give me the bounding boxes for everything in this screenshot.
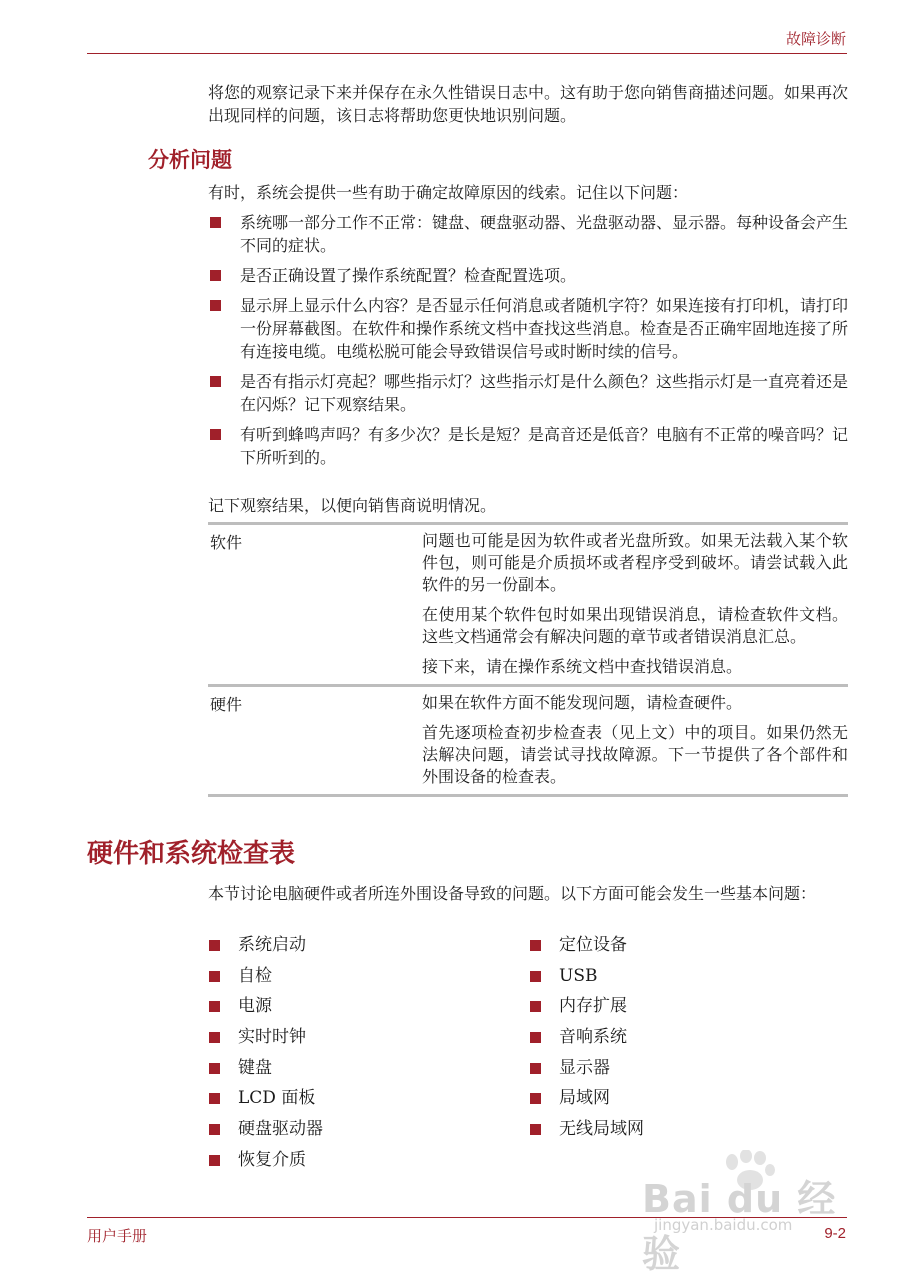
square-bullet-icon xyxy=(530,1093,541,1104)
square-bullet-icon xyxy=(209,1093,220,1104)
list-item xyxy=(208,1118,323,1149)
list-item xyxy=(529,995,644,1026)
list-item xyxy=(529,1087,644,1118)
square-bullet-icon xyxy=(209,1032,220,1043)
header-divider xyxy=(87,53,847,54)
bullet-text: 有听到蜂鸣声吗？有多少次？是长是短？是高音还是低音？电脑有不正常的噪音吗？记下所听到的。 xyxy=(240,425,849,467)
row-category: 软件 xyxy=(210,533,243,552)
square-bullet-icon xyxy=(210,376,221,387)
checklist-item-label: USB xyxy=(559,965,598,986)
square-bullet-icon xyxy=(530,1032,541,1043)
square-bullet-icon xyxy=(209,971,220,982)
list-item xyxy=(529,1026,644,1057)
footer-divider xyxy=(87,1217,847,1218)
list-item xyxy=(208,211,848,257)
checklist-intro: 本节讨论电脑硬件或者所连外围设备导致的问题。以下方面可能会发生一些基本问题： xyxy=(208,884,817,903)
bullet-text: 系统哪一部分工作不正常：键盘、硬盘驱动器、光盘驱动器、显示器。每种设备会产生不同的症状。 xyxy=(240,213,849,255)
list-item xyxy=(208,1057,323,1088)
running-header-title: 故障诊断 xyxy=(785,30,846,48)
checklist-item-label: 音响系统 xyxy=(559,1027,627,1048)
square-bullet-icon xyxy=(530,971,541,982)
description-paragraph: 接下来，请在操作系统文档中查找错误消息。 xyxy=(422,657,743,676)
checklist-item-label: 电源 xyxy=(238,996,272,1017)
list-item xyxy=(529,1057,644,1088)
square-bullet-icon xyxy=(210,300,221,311)
page-number: 9-2 xyxy=(824,1225,846,1242)
square-bullet-icon xyxy=(530,940,541,951)
checklist-item-label: 无线局域网 xyxy=(559,1119,644,1140)
checklist-item-label: 键盘 xyxy=(238,1057,272,1078)
row-category: 硬件 xyxy=(210,695,243,714)
troubleshooting-table xyxy=(208,522,848,797)
intro-paragraph: 将您的观察记录下来并保存在永久性错误日志中。这有助于您向销售商描述问题。如果再次出现同样的问题，该日志将帮助您更快地识别问题。 xyxy=(208,83,849,125)
description-paragraph: 问题也可能是因为软件或者光盘所致。如果无法载入某个软件包，则可能是介质损坏或者程序受到破坏。请尝试载入此软件的另一份副本。 xyxy=(422,531,848,594)
description-paragraph: 首先逐项检查初步检查表（见上文）中的项目。如果仍然无法解决问题，请尝试寻找故障源。下一节提供了各个部件和外围设备的检查表。 xyxy=(422,723,848,786)
analysis-lead: 有时，系统会提供一些有助于确定故障原因的线索。记住以下问题： xyxy=(208,183,689,202)
checklist-item-label: 恢复介质 xyxy=(238,1149,306,1170)
bullet-text: 是否正确设置了操作系统配置？检查配置选项。 xyxy=(240,266,577,285)
analysis-bullet-list xyxy=(208,211,848,476)
list-item xyxy=(208,294,848,363)
checklist-left-column xyxy=(208,934,323,1180)
square-bullet-icon xyxy=(209,1124,220,1135)
bullet-text: 是否有指示灯亮起？哪些指示灯？这些指示灯是什么颜色？这些指示灯是一直亮着还是在闪烁？记下观察结果。 xyxy=(240,372,849,414)
list-item xyxy=(529,965,644,996)
checklist-item-label: 系统启动 xyxy=(238,935,306,955)
square-bullet-icon xyxy=(209,940,220,951)
checklist-right-column xyxy=(529,934,644,1149)
description-paragraph: 如果在软件方面不能发现问题，请检查硬件。 xyxy=(422,693,743,712)
checklist-item-label: LCD 面板 xyxy=(238,1088,316,1109)
square-bullet-icon xyxy=(530,1001,541,1012)
list-item xyxy=(208,1149,323,1180)
table-row xyxy=(208,522,848,684)
checklist-item-label: 定位设备 xyxy=(559,935,627,955)
row-description xyxy=(422,530,848,678)
list-item xyxy=(208,1026,323,1057)
square-bullet-icon xyxy=(210,217,221,228)
description-paragraph: 在使用某个软件包时如果出现错误消息，请检查软件文档。这些文档通常会有解决问题的章节或者错误消息汇总。 xyxy=(422,605,848,646)
section-heading-analysis: 分析问题 xyxy=(148,148,232,172)
watermark-brand: Bai du 经验 xyxy=(642,1177,837,1276)
footer-manual-title: 用户手册 xyxy=(87,1227,148,1245)
checklist-item-label: 硬盘驱动器 xyxy=(238,1119,323,1140)
square-bullet-icon xyxy=(530,1063,541,1074)
row-description xyxy=(422,692,848,788)
list-item xyxy=(208,370,848,416)
checklist-item-label: 内存扩展 xyxy=(559,996,627,1017)
list-item xyxy=(529,1118,644,1149)
list-item xyxy=(208,264,848,287)
checklist-item-label: 自检 xyxy=(238,965,272,986)
square-bullet-icon xyxy=(210,270,221,281)
watermark-url: jingyan.baidu.com xyxy=(654,1216,793,1234)
bullet-text: 显示屏上显示什么内容？是否显示任何消息或者随机字符？如果连接有打印机，请打印一份屏幕截图。在软件和操作系统文档中查找这些消息。检查是否正确牢固地连接了所有连接电缆。电缆松脱可能会导致错误信号或时断时续的信号。 xyxy=(240,296,849,361)
square-bullet-icon xyxy=(210,429,221,440)
square-bullet-icon xyxy=(209,1063,220,1074)
checklist-item-label: 显示器 xyxy=(559,1057,610,1078)
square-bullet-icon xyxy=(209,1001,220,1012)
list-item xyxy=(208,995,323,1026)
checklist-item-label: 实时时钟 xyxy=(238,1027,306,1048)
section-heading-checklist: 硬件和系统检查表 xyxy=(87,839,296,869)
list-item xyxy=(208,423,848,469)
list-item xyxy=(529,934,644,965)
analysis-closing: 记下观察结果，以便向销售商说明情况。 xyxy=(208,496,497,515)
square-bullet-icon xyxy=(209,1155,220,1166)
square-bullet-icon xyxy=(530,1124,541,1135)
list-item xyxy=(208,1087,323,1118)
table-row xyxy=(208,684,848,797)
list-item xyxy=(208,934,323,965)
list-item xyxy=(208,965,323,996)
checklist-item-label: 局域网 xyxy=(559,1088,610,1109)
